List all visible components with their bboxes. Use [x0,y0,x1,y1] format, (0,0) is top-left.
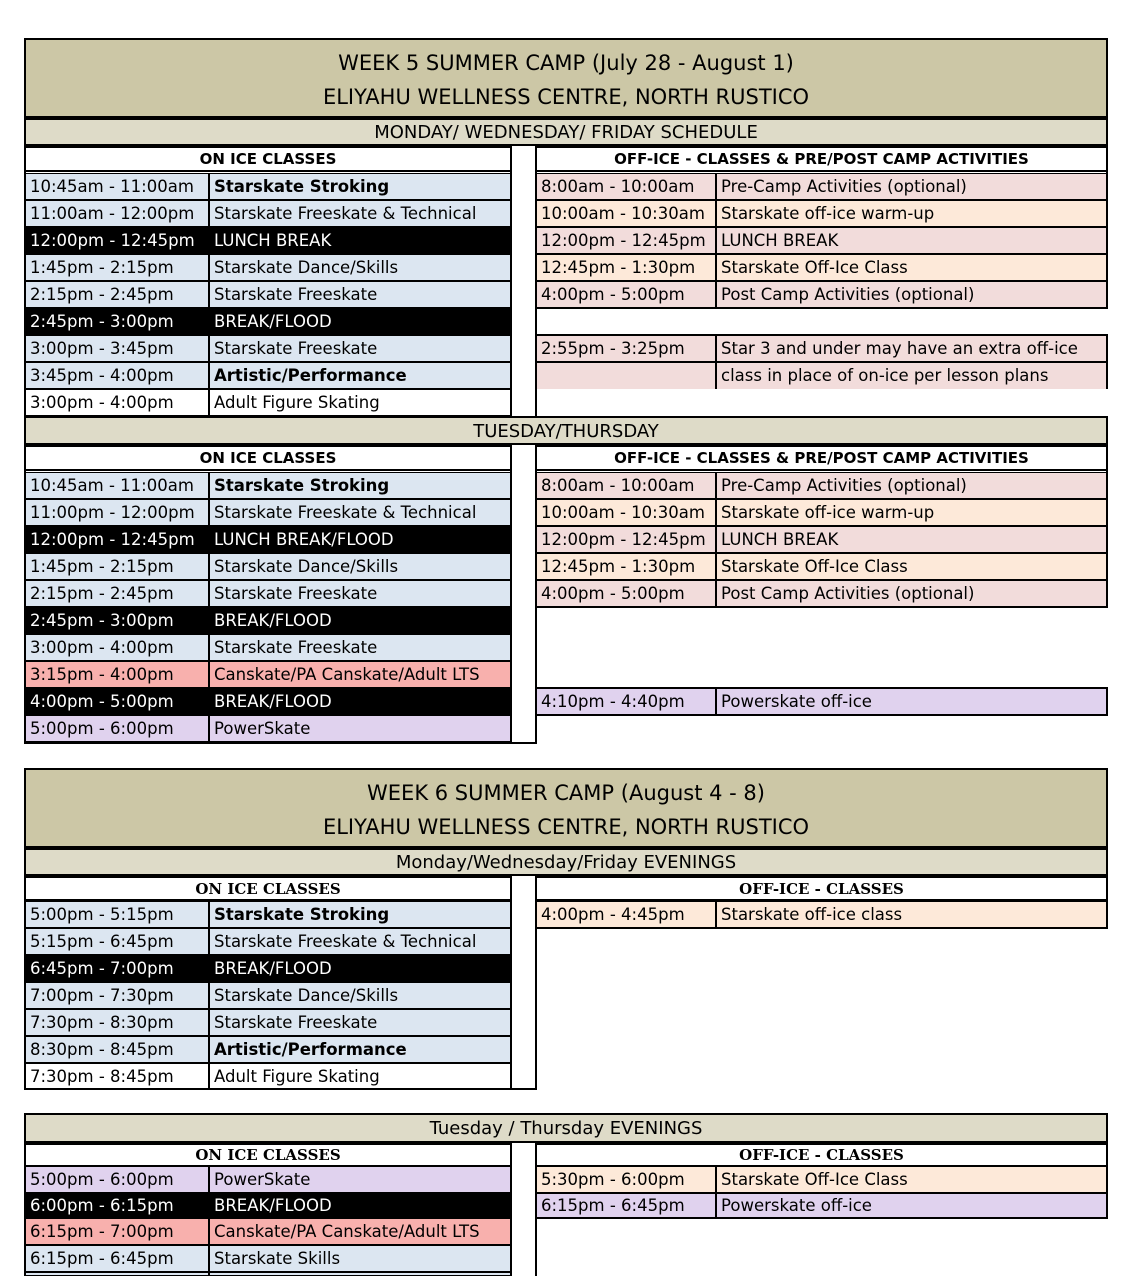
table-cell-activity: Starskate Dance/Skills [209,982,511,1009]
table-cell-time: 8:00am - 10:00am [536,472,716,499]
table-cell-activity: Starskate Freeskate & Technical [209,928,511,955]
table-cell-activity [209,1272,511,1276]
week6-mwf-on-ice-header: ON ICE CLASSES [24,876,512,901]
week5-mwf-off-ice-border [1106,146,1108,309]
table-cell-time: 5:30pm - 6:00pm [536,1166,716,1193]
week5-tt-divider [510,445,512,744]
table-cell-activity: Starskate Dance/Skills [209,254,511,281]
week5-title: WEEK 5 SUMMER CAMP (July 28 - August 1) [338,51,794,75]
table-cell-activity: LUNCH BREAK/FLOOD [209,526,511,553]
table-cell-time: 10:45am - 11:00am [25,173,209,200]
table-cell-time: 10:45am - 11:00am [25,472,209,499]
table-cell-activity: Starskate Freeskate [209,580,511,607]
week5-tt-divider [24,471,26,744]
table-cell-activity: LUNCH BREAK [716,526,1107,553]
table-cell-time: 6:15pm - 6:45pm [536,1193,716,1218]
table-cell-activity: Canskate/PA Canskate/Adult LTS [209,661,511,688]
table-cell-activity: Starskate off-ice warm-up [716,200,1107,227]
table-cell-time: 5:00pm - 5:15pm [25,901,209,928]
table-cell-activity: Starskate Off-Ice Class [716,553,1107,580]
table-cell-time [25,1272,209,1276]
table-cell-activity: BREAK/FLOOD [209,955,511,982]
table-cell-activity: Post Camp Activities (optional) [716,580,1107,607]
table-cell-activity: Pre-Camp Activities (optional) [716,173,1107,200]
table-cell-time: 10:00am - 10:30am [536,200,716,227]
week5-tt-on-ice-header: ON ICE CLASSES [24,445,512,471]
week5-tt-extra-border [536,714,1108,716]
table-cell-time: 3:00pm - 4:00pm [25,634,209,661]
table-cell-activity: BREAK/FLOOD [209,308,511,335]
table-cell-activity: Artistic/Performance [209,1036,511,1063]
week6-mwf-heading: Monday/Wednesday/Friday EVENINGS [24,848,1108,876]
table-cell-time: 2:15pm - 2:45pm [25,580,209,607]
week6-tt-on-ice-header: ON ICE CLASSES [24,1143,512,1167]
table-cell-time: 6:15pm - 6:45pm [25,1245,209,1272]
table-cell-activity: Starskate Freeskate & Technical [209,200,511,227]
table-cell-activity: Starskate Skills [209,1245,511,1272]
table-cell-activity: LUNCH BREAK [209,227,511,254]
table-cell-time: 3:00pm - 3:45pm [25,335,209,362]
table-cell-time: 6:15pm - 7:00pm [25,1218,209,1245]
table-cell-time: 7:30pm - 8:45pm [25,1063,209,1090]
week6-location: ELIYAHU WELLNESS CENTRE, NORTH RUSTICO [322,815,810,839]
table-cell-time: 2:45pm - 3:00pm [25,607,209,634]
table-cell-activity: PowerSkate [209,715,511,742]
table-cell-time: 12:00pm - 12:45pm [536,227,716,254]
table-cell-activity: LUNCH BREAK [716,227,1107,254]
table-cell-time: 2:45pm - 3:00pm [25,308,209,335]
week6-tt-off-ice-border [1106,1143,1108,1219]
table-cell-time: 11:00am - 12:00pm [25,200,209,227]
table-cell-activity: Starskate Freeskate [209,634,511,661]
week6-tt-off-ice-header: OFF-ICE - CLASSES [535,1143,1108,1167]
table-cell-time: 2:55pm - 3:25pm [536,335,716,362]
table-cell-time: 6:00pm - 6:15pm [25,1193,209,1218]
table-cell-activity: Starskate off-ice warm-up [716,499,1107,526]
table-cell-activity: Post Camp Activities (optional) [716,281,1107,308]
week6-mwf-divider [24,900,26,1090]
table-cell-time: 5:00pm - 6:00pm [25,1166,209,1193]
table-cell-time: 7:00pm - 7:30pm [25,982,209,1009]
week6-mwf-off-ice-border [1106,876,1108,929]
week5-mwf-divider [510,146,512,417]
table-cell-activity: Pre-Camp Activities (optional) [716,472,1107,499]
table-cell-activity: Starskate Dance/Skills [209,553,511,580]
table-cell-activity: Starskate Freeskate & Technical [209,499,511,526]
table-cell-activity: Artistic/Performance [209,362,511,389]
week5-header [24,38,1108,118]
table-cell-time: 4:00pm - 5:00pm [536,580,716,607]
table-cell-time: 7:30pm - 8:30pm [25,1009,209,1036]
week6-mwf-divider [510,876,512,1090]
week6-header [24,768,1108,848]
table-cell-activity: BREAK/FLOOD [209,1193,511,1218]
table-cell-time: 5:15pm - 6:45pm [25,928,209,955]
week6-mwf-off-ice-border [536,927,1108,929]
week5-tt-off-ice-border [536,606,1108,608]
table-cell-time: 4:10pm - 4:40pm [536,688,716,715]
table-cell-activity: Adult Figure Skating [209,1063,511,1090]
week5-mwf-divider [24,172,26,417]
table-cell-time [536,362,716,389]
table-cell-activity: PowerSkate [209,1166,511,1193]
table-cell-activity: Starskate Freeskate [209,1009,511,1036]
week5-tt-off-ice-header: OFF-ICE - CLASSES & PRE/POST CAMP ACTIVITIES [535,445,1108,471]
table-cell-activity: Powerskate off-ice [716,688,1107,715]
table-cell-time: 3:00pm - 4:00pm [25,389,209,416]
week5-location: ELIYAHU WELLNESS CENTRE, NORTH RUSTICO [322,85,810,109]
table-cell-activity: Starskate Off-Ice Class [716,254,1107,281]
table-cell-activity: Starskate Freeskate [209,335,511,362]
table-cell-time: 12:45pm - 1:30pm [536,254,716,281]
table-cell-activity: Star 3 and under may have an extra off-ice [716,335,1107,362]
week6-tt-off-ice-border [536,1217,1108,1219]
table-cell-activity: Starskate Stroking [209,901,511,928]
table-cell-activity: Adult Figure Skating [209,389,511,416]
table-cell-time: 12:00pm - 12:45pm [25,526,209,553]
table-cell-time: 1:45pm - 2:15pm [25,553,209,580]
week5-tt-extra-border [1106,687,1108,716]
week5-tt-divider [24,742,537,744]
week6-mwf-off-ice-header: OFF-ICE - CLASSES [535,876,1108,901]
week6-tt-divider [24,1166,26,1276]
week6-tt-heading: Tuesday / Thursday EVENINGS [24,1113,1108,1143]
week6-tt-divider [510,1143,512,1276]
table-cell-time: 4:00pm - 5:00pm [25,688,209,715]
week5-mwf-heading: MONDAY/ WEDNESDAY/ FRIDAY SCHEDULE [24,118,1108,146]
table-cell-time: 1:45pm - 2:15pm [25,254,209,281]
table-cell-time: 8:00am - 10:00am [536,173,716,200]
table-cell-time: 11:00pm - 12:00pm [25,499,209,526]
table-cell-activity: BREAK/FLOOD [209,607,511,634]
table-cell-time: 8:30pm - 8:45pm [25,1036,209,1063]
table-cell-activity: class in place of on-ice per lesson plans [716,362,1107,389]
table-cell-time: 4:00pm - 4:45pm [536,901,716,928]
table-cell-activity: Starskate Stroking [209,173,511,200]
table-cell-time: 3:45pm - 4:00pm [25,362,209,389]
table-cell-activity: Starskate Off-Ice Class [716,1166,1107,1193]
table-cell-time: 3:15pm - 4:00pm [25,661,209,688]
table-cell-activity: Powerskate off-ice [716,1193,1107,1218]
week5-tt-heading: TUESDAY/THURSDAY [24,416,1108,445]
table-cell-time: 6:45pm - 7:00pm [25,955,209,982]
table-cell-activity: Canskate/PA Canskate/Adult LTS [209,1218,511,1245]
week5-mwf-on-ice-header: ON ICE CLASSES [24,146,512,172]
week5-mwf-off-ice-header: OFF-ICE - CLASSES & PRE/POST CAMP ACTIVITIES [535,146,1108,172]
table-cell-time: 10:00am - 10:30am [536,499,716,526]
table-cell-activity: BREAK/FLOOD [209,688,511,715]
table-cell-time: 12:45pm - 1:30pm [536,553,716,580]
table-cell-time: 2:15pm - 2:45pm [25,281,209,308]
table-cell-time: 5:00pm - 6:00pm [25,715,209,742]
week6-mwf-divider [24,1088,537,1090]
table-cell-activity: Starskate off-ice class [716,901,1107,928]
table-cell-activity: Starskate Freeskate [209,281,511,308]
table-cell-activity: Starskate Stroking [209,472,511,499]
table-cell-time: 12:00pm - 12:45pm [25,227,209,254]
week5-tt-off-ice-border [1106,445,1108,608]
table-cell-time: 4:00pm - 5:00pm [536,281,716,308]
table-cell-time: 12:00pm - 12:45pm [536,526,716,553]
week5-mwf-off-ice-border [536,307,1108,309]
week5-mwf-extra-border [1106,334,1108,389]
week6-title: WEEK 6 SUMMER CAMP (August 4 - 8) [367,781,765,805]
